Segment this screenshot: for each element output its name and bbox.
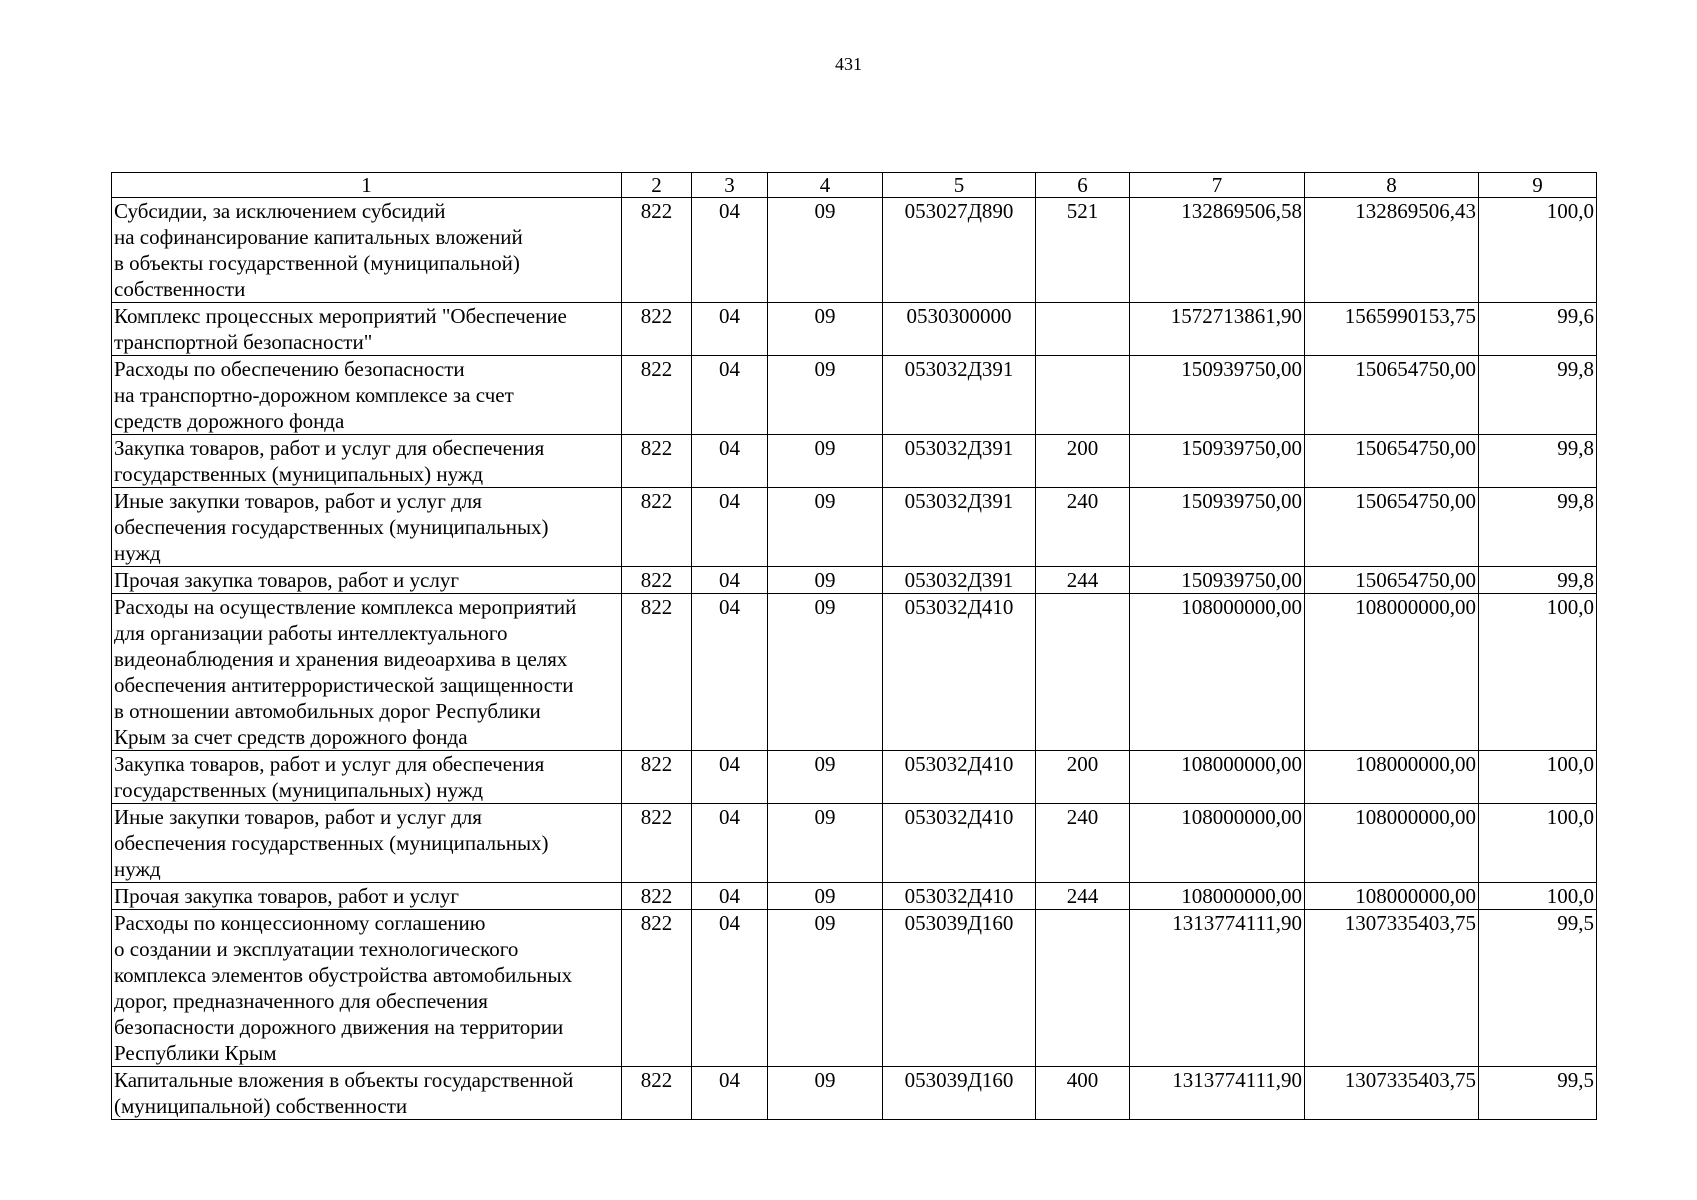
- percent-cell: 100,0: [1479, 594, 1597, 751]
- table-row: [112, 303, 1597, 356]
- section-cell: 04: [692, 1067, 768, 1120]
- section-cell: 04: [692, 303, 768, 356]
- percent-cell: 99,8: [1479, 567, 1597, 594]
- actual-amount-cell: 108000000,00: [1305, 594, 1479, 751]
- planned-amount-cell: 108000000,00: [1130, 751, 1305, 804]
- table-row: [112, 1067, 1597, 1120]
- subsection-cell: 09: [768, 303, 883, 356]
- planned-amount-cell: 1313774111,90: [1130, 1067, 1305, 1120]
- target-article-cell: 053032Д391: [883, 567, 1036, 594]
- column-header: 2: [622, 173, 692, 198]
- expense-type-cell: [1036, 910, 1130, 1067]
- table-row: [112, 356, 1597, 435]
- admin-code-cell: 822: [622, 567, 692, 594]
- table-row: [112, 883, 1597, 910]
- target-article-cell: 053032Д410: [883, 804, 1036, 883]
- admin-code-cell: 822: [622, 435, 692, 488]
- table-row: [112, 804, 1597, 883]
- column-header: 4: [768, 173, 883, 198]
- admin-code-cell: 822: [622, 1067, 692, 1120]
- admin-code-cell: 822: [622, 488, 692, 567]
- percent-cell: 99,8: [1479, 488, 1597, 567]
- row-name-cell: Закупка товаров, работ и услуг для обеспечения государственных (муниципальных) нужд: [112, 751, 622, 804]
- admin-code-cell: 822: [622, 751, 692, 804]
- table-row: [112, 488, 1597, 567]
- row-name-cell: Закупка товаров, работ и услуг для обеспечения государственных (муниципальных) нужд: [112, 435, 622, 488]
- subsection-cell: 09: [768, 198, 883, 303]
- target-article-cell: 053032Д391: [883, 488, 1036, 567]
- actual-amount-cell: 1565990153,75: [1305, 303, 1479, 356]
- expense-type-cell: 400: [1036, 1067, 1130, 1120]
- table-row: [112, 910, 1597, 1067]
- row-name-cell: Расходы на осуществление комплекса мероприятий для организации работы интеллектуального видеонаблюдения и хранения видеоархива в целях обеспечения антитеррористической защищенности в отношении автомобильных дорог Республики Крым за счет средств дорожного фонда: [112, 594, 622, 751]
- admin-code-cell: 822: [622, 198, 692, 303]
- actual-amount-cell: 1307335403,75: [1305, 1067, 1479, 1120]
- admin-code-cell: 822: [622, 594, 692, 751]
- subsection-cell: 09: [768, 435, 883, 488]
- section-cell: 04: [692, 488, 768, 567]
- subsection-cell: 09: [768, 488, 883, 567]
- column-header: 3: [692, 173, 768, 198]
- expense-type-cell: 521: [1036, 198, 1130, 303]
- column-header: 5: [883, 173, 1036, 198]
- page-number: 431: [835, 54, 862, 74]
- expense-type-cell: 240: [1036, 804, 1130, 883]
- subsection-cell: 09: [768, 594, 883, 751]
- actual-amount-cell: 108000000,00: [1305, 883, 1479, 910]
- subsection-cell: 09: [768, 910, 883, 1067]
- admin-code-cell: 822: [622, 356, 692, 435]
- subsection-cell: 09: [768, 751, 883, 804]
- actual-amount-cell: 150654750,00: [1305, 488, 1479, 567]
- budget-table: [111, 172, 1597, 1120]
- percent-cell: 99,8: [1479, 435, 1597, 488]
- table-row: [112, 435, 1597, 488]
- planned-amount-cell: 150939750,00: [1130, 488, 1305, 567]
- planned-amount-cell: 150939750,00: [1130, 435, 1305, 488]
- table-row: [112, 751, 1597, 804]
- section-cell: 04: [692, 435, 768, 488]
- row-name-cell: Иные закупки товаров, работ и услуг для обеспечения государственных (муниципальных) нужд: [112, 488, 622, 567]
- subsection-cell: 09: [768, 567, 883, 594]
- column-header: 8: [1305, 173, 1479, 198]
- expense-type-cell: [1036, 356, 1130, 435]
- column-header: 7: [1130, 173, 1305, 198]
- column-header: 1: [112, 173, 622, 198]
- row-name-cell: Прочая закупка товаров, работ и услуг: [112, 567, 622, 594]
- planned-amount-cell: 150939750,00: [1130, 356, 1305, 435]
- planned-amount-cell: 108000000,00: [1130, 804, 1305, 883]
- admin-code-cell: 822: [622, 804, 692, 883]
- target-article-cell: 053032Д410: [883, 751, 1036, 804]
- actual-amount-cell: 150654750,00: [1305, 356, 1479, 435]
- admin-code-cell: 822: [622, 910, 692, 1067]
- section-cell: 04: [692, 198, 768, 303]
- row-name-cell: Комплекс процессных мероприятий "Обеспечение транспортной безопасности": [112, 303, 622, 356]
- row-name-cell: Субсидии, за исключением субсидий на софинансирование капитальных вложений в объекты государственной (муниципальной) собственности: [112, 198, 622, 303]
- planned-amount-cell: 1572713861,90: [1130, 303, 1305, 356]
- percent-cell: 99,6: [1479, 303, 1597, 356]
- expense-type-cell: [1036, 303, 1130, 356]
- section-cell: 04: [692, 751, 768, 804]
- target-article-cell: 053032Д391: [883, 435, 1036, 488]
- target-article-cell: 053032Д410: [883, 883, 1036, 910]
- percent-cell: 100,0: [1479, 198, 1597, 303]
- planned-amount-cell: 108000000,00: [1130, 883, 1305, 910]
- expense-type-cell: 200: [1036, 435, 1130, 488]
- expense-type-cell: 244: [1036, 883, 1130, 910]
- admin-code-cell: 822: [622, 303, 692, 356]
- row-name-cell: Расходы по концессионному соглашению о создании и эксплуатации технологического комплекса элементов обустройства автомобильных дорог, предназначенного для обеспечения безопасности дорожного движения на территории Республики Крым: [112, 910, 622, 1067]
- table-row: [112, 198, 1597, 303]
- planned-amount-cell: 132869506,58: [1130, 198, 1305, 303]
- column-header: 6: [1036, 173, 1130, 198]
- row-name-cell: Прочая закупка товаров, работ и услуг: [112, 883, 622, 910]
- target-article-cell: 053027Д890: [883, 198, 1036, 303]
- target-article-cell: 0530300000: [883, 303, 1036, 356]
- row-name-cell: Иные закупки товаров, работ и услуг для обеспечения государственных (муниципальных) нужд: [112, 804, 622, 883]
- section-cell: 04: [692, 883, 768, 910]
- expense-type-cell: 240: [1036, 488, 1130, 567]
- target-article-cell: 053039Д160: [883, 910, 1036, 1067]
- target-article-cell: 053032Д391: [883, 356, 1036, 435]
- section-cell: 04: [692, 567, 768, 594]
- subsection-cell: 09: [768, 883, 883, 910]
- expense-type-cell: 200: [1036, 751, 1130, 804]
- percent-cell: 99,8: [1479, 356, 1597, 435]
- planned-amount-cell: 1313774111,90: [1130, 910, 1305, 1067]
- column-header: 9: [1479, 173, 1597, 198]
- planned-amount-cell: 108000000,00: [1130, 594, 1305, 751]
- subsection-cell: 09: [768, 804, 883, 883]
- section-cell: 04: [692, 910, 768, 1067]
- percent-cell: 100,0: [1479, 751, 1597, 804]
- row-name-cell: Капитальные вложения в объекты государственной (муниципальной) собственности: [112, 1067, 622, 1120]
- subsection-cell: 09: [768, 356, 883, 435]
- subsection-cell: 09: [768, 1067, 883, 1120]
- actual-amount-cell: 150654750,00: [1305, 435, 1479, 488]
- table-row: [112, 594, 1597, 751]
- admin-code-cell: 822: [622, 883, 692, 910]
- expense-type-cell: [1036, 594, 1130, 751]
- target-article-cell: 053039Д160: [883, 1067, 1036, 1120]
- actual-amount-cell: 108000000,00: [1305, 751, 1479, 804]
- percent-cell: 99,5: [1479, 910, 1597, 1067]
- table-row: [112, 567, 1597, 594]
- section-cell: 04: [692, 804, 768, 883]
- percent-cell: 100,0: [1479, 883, 1597, 910]
- section-cell: 04: [692, 594, 768, 751]
- row-name-cell: Расходы по обеспечению безопасности на транспортно-дорожном комплексе за счет средств дорожного фонда: [112, 356, 622, 435]
- percent-cell: 100,0: [1479, 804, 1597, 883]
- expense-type-cell: 244: [1036, 567, 1130, 594]
- actual-amount-cell: 132869506,43: [1305, 198, 1479, 303]
- actual-amount-cell: 1307335403,75: [1305, 910, 1479, 1067]
- header-row: [112, 173, 1597, 198]
- percent-cell: 99,5: [1479, 1067, 1597, 1120]
- section-cell: 04: [692, 356, 768, 435]
- target-article-cell: 053032Д410: [883, 594, 1036, 751]
- actual-amount-cell: 150654750,00: [1305, 567, 1479, 594]
- actual-amount-cell: 108000000,00: [1305, 804, 1479, 883]
- planned-amount-cell: 150939750,00: [1130, 567, 1305, 594]
